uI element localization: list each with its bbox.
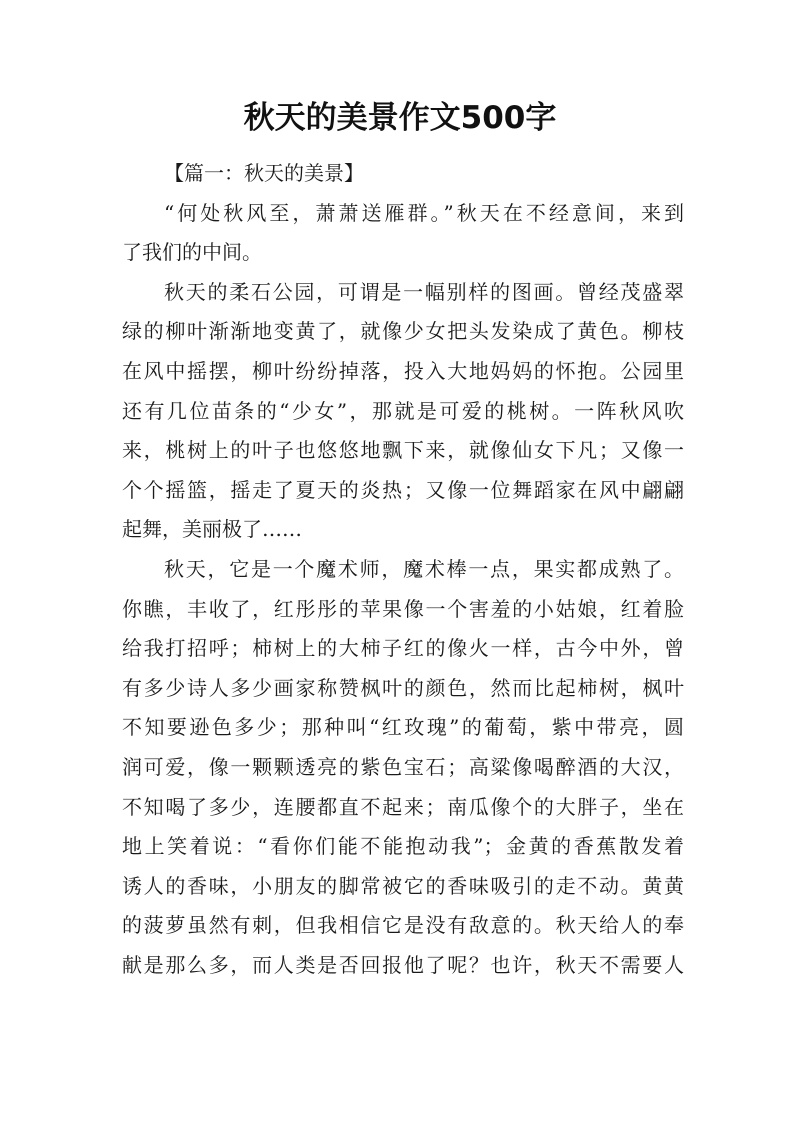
text-line: 给我打招呼；柿树上的大柿子红的像火一样，古今中外，曾 xyxy=(122,636,684,661)
text-line: 地上笑着说：“看你们能不能抱动我”；金黄的香蕉散发着 xyxy=(122,834,684,859)
text-line: “何处秋风至，萧萧送雁群。”秋天在不经意间，来到 xyxy=(164,200,684,225)
document-title: 秋天的美景作文500字 xyxy=(243,100,557,136)
text-line: 在风中摇摆，柳叶纷纷掉落，投入大地妈妈的怀抱。公园里 xyxy=(122,358,684,383)
document-body xyxy=(122,154,684,985)
text-line: 不知要逊色多少；那种叫“红玫瑰”的葡萄，紫中带亮，圆 xyxy=(122,715,684,740)
text-line: 秋天，它是一个魔术师，魔术棒一点，果实都成熟了。 xyxy=(164,556,684,581)
text-line: 润可爱，像一颗颗透亮的紫色宝石；高粱像喝醉酒的大汉， xyxy=(122,754,684,779)
text-line: 献是那么多，而人类是否回报他了呢？也许，秋天不需要人 xyxy=(122,952,684,977)
text-line: 秋天的柔石公园，可谓是一幅别样的图画。曾经茂盛翠 xyxy=(164,279,684,304)
text-line: 来，桃树上的叶子也悠悠地飘下来，就像仙女下凡；又像一 xyxy=(122,438,684,463)
text-line: 个个摇篮，摇走了夏天的炎热；又像一位舞蹈家在风中翩翩 xyxy=(122,477,684,502)
text-line: 有多少诗人多少画家称赞枫叶的颜色，然而比起柿树，枫叶 xyxy=(122,675,684,700)
text-line: 起舞，美丽极了…… xyxy=(122,517,302,542)
text-line: 绿的柳叶渐渐地变黄了，就像少女把头发染成了黄色。柳枝 xyxy=(122,319,684,344)
text-line: 还有几位苗条的“少女”，那就是可爱的桃树。一阵秋风吹 xyxy=(122,398,684,423)
text-line: 不知喝了多少，连腰都直不起来；南瓜像个的大胖子，坐在 xyxy=(122,794,684,819)
text-line: 【篇一：秋天的美景】 xyxy=(164,161,364,185)
text-line: 了我们的中间。 xyxy=(122,240,262,265)
text-line: 你瞧，丰收了，红彤彤的苹果像一个害羞的小姑娘，红着脸 xyxy=(122,596,684,621)
text-line: 诱人的香味，小朋友的脚常被它的香味吸引的走不动。黄黄 xyxy=(122,873,684,898)
text-line: 的菠萝虽然有刺，但我相信它是没有敌意的。秋天给人的奉 xyxy=(122,913,684,938)
